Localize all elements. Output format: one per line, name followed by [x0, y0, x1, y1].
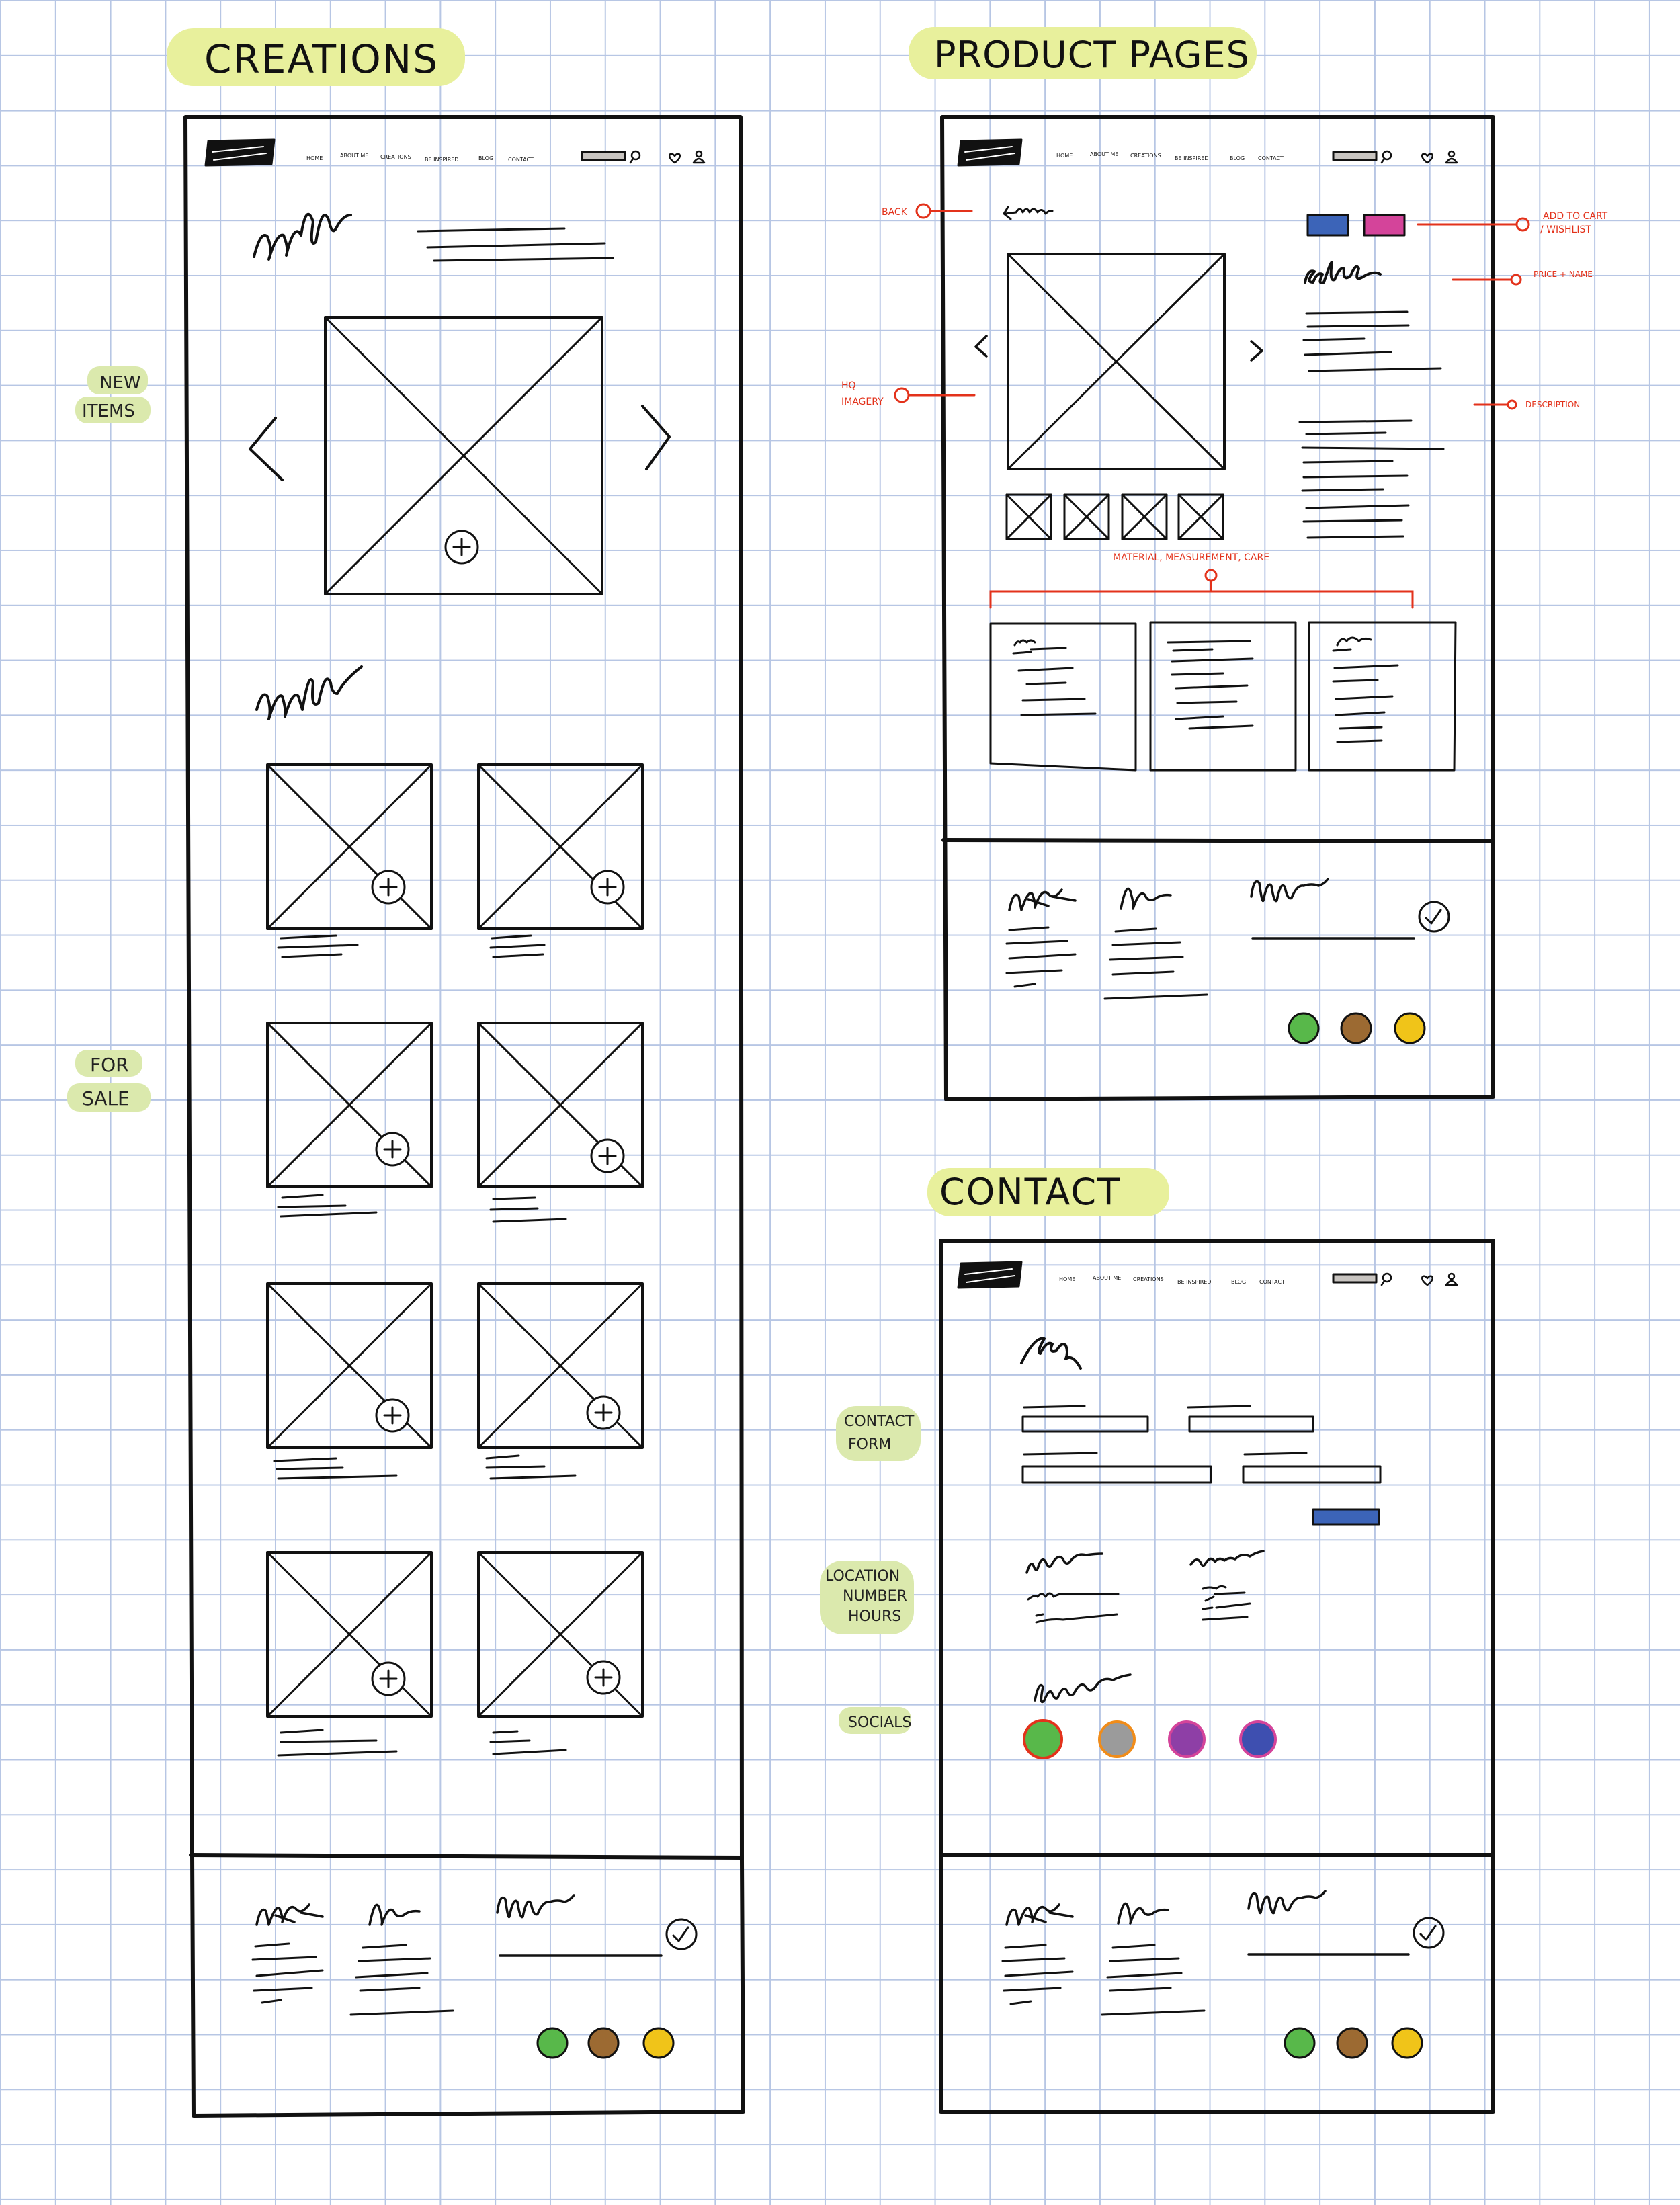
annotation-price-name [1453, 269, 1593, 284]
product-card[interactable] [478, 1552, 642, 1754]
site-logo [958, 140, 1021, 165]
search-icon[interactable] [630, 151, 640, 163]
nav-blog[interactable]: BLOG [1231, 1279, 1247, 1285]
product-card[interactable] [267, 765, 431, 957]
svg-text:SALE: SALE [82, 1087, 130, 1110]
svg-text:LOCATION: LOCATION [825, 1568, 900, 1585]
submit-button[interactable] [1313, 1509, 1379, 1524]
social-circle-yellow[interactable] [1392, 2028, 1422, 2058]
svg-text:CONTACT: CONTACT [939, 1171, 1122, 1213]
svg-text:FORM: FORM [848, 1436, 892, 1453]
search-icon[interactable] [1382, 1274, 1391, 1285]
nav-be-inspired[interactable]: BE INSPIRED [1175, 155, 1209, 161]
svg-text:PRICE + NAME: PRICE + NAME [1534, 269, 1593, 279]
social-circle-green[interactable] [538, 2028, 567, 2058]
product-pages-title [909, 27, 1257, 79]
user-icon[interactable] [1446, 1274, 1457, 1285]
svg-text:FOR: FOR [90, 1054, 129, 1076]
svg-text:HQ: HQ [841, 380, 856, 391]
chevron-right-icon[interactable] [1251, 341, 1262, 360]
contact-form [1023, 1406, 1380, 1524]
svg-text:BACK: BACK [882, 207, 907, 218]
annotation-hq-imagery [841, 380, 974, 407]
product-description-lines [1300, 312, 1443, 538]
chevron-left-icon[interactable] [250, 418, 282, 480]
thumbnail[interactable] [1064, 495, 1109, 539]
site-footer [253, 1895, 696, 2058]
details-panel-care [1309, 622, 1456, 770]
nav-creations[interactable]: CREATIONS [1130, 153, 1161, 159]
svg-text:IMAGERY: IMAGERY [841, 397, 884, 407]
creations-wireframe [185, 117, 743, 2116]
social-circle-blue[interactable] [1241, 1722, 1275, 1757]
nav-be-inspired[interactable]: BE INSPIRED [1177, 1279, 1212, 1285]
nav-contact[interactable]: CONTACT [508, 157, 534, 163]
social-circle-brown[interactable] [1341, 1013, 1371, 1043]
product-page-wireframe [942, 117, 1493, 1099]
featured-carousel [250, 317, 669, 594]
user-icon[interactable] [1446, 151, 1457, 163]
nav-about[interactable]: ABOUT ME [340, 153, 369, 159]
product-name-scribble [1305, 262, 1380, 283]
svg-text:ITEMS: ITEMS [82, 401, 135, 421]
search-bar[interactable] [582, 152, 625, 160]
location-number-hours-label [820, 1561, 914, 1634]
contact-form-label [836, 1406, 921, 1461]
new-items-label [75, 366, 151, 423]
thumbnail[interactable] [1122, 495, 1167, 539]
svg-text:CREATIONS: CREATIONS [204, 36, 439, 82]
annotation-details [991, 552, 1413, 608]
svg-text:HOURS: HOURS [848, 1608, 902, 1625]
svg-text:/ WISHLIST: / WISHLIST [1540, 224, 1591, 235]
subject-field[interactable] [1023, 1466, 1211, 1483]
add-to-cart-button[interactable] [1308, 215, 1348, 235]
product-card[interactable] [478, 1284, 642, 1479]
social-circle-brown[interactable] [1337, 2028, 1367, 2058]
social-circle-yellow[interactable] [644, 2028, 673, 2058]
socials-label [839, 1707, 911, 1734]
message-field[interactable] [1243, 1466, 1380, 1483]
social-circle-brown[interactable] [589, 2028, 618, 2058]
nav-about[interactable]: ABOUT ME [1090, 151, 1119, 157]
nav-blog[interactable]: BLOG [1230, 155, 1245, 161]
svg-text:NEW: NEW [99, 373, 141, 393]
new-items-text-lines [418, 228, 613, 261]
check-icon[interactable] [1419, 902, 1449, 931]
social-circle-green[interactable] [1024, 1720, 1062, 1758]
nav-contact[interactable]: CONTACT [1258, 155, 1284, 161]
nav-home[interactable]: HOME [1056, 153, 1073, 159]
search-icon[interactable] [1382, 151, 1391, 163]
svg-text:DESCRIPTION: DESCRIPTION [1525, 400, 1581, 409]
product-card[interactable] [267, 1284, 431, 1479]
site-footer [1007, 879, 1449, 1043]
plus-icon[interactable] [446, 531, 478, 563]
nav-creations[interactable]: CREATIONS [1133, 1276, 1164, 1282]
site-logo [958, 1262, 1021, 1288]
back-link[interactable] [1004, 207, 1052, 219]
svg-text:SOCIALS: SOCIALS [848, 1714, 912, 1731]
new-items-heading-scribble [254, 214, 351, 259]
annotation-add-to-cart [1418, 211, 1608, 235]
main-product-image [1008, 254, 1224, 469]
contact-heading-scribble [1021, 1339, 1081, 1368]
contact-title [927, 1168, 1169, 1216]
site-footer [1003, 1891, 1443, 2058]
product-card[interactable] [478, 765, 642, 957]
svg-text:MATERIAL, MEASUREMENT, CARE: MATERIAL, MEASUREMENT, CARE [1113, 552, 1270, 563]
svg-text:CONTACT: CONTACT [844, 1413, 915, 1430]
product-grid [267, 765, 642, 1755]
check-icon[interactable] [667, 1919, 696, 1949]
annotation-back [882, 204, 972, 218]
details-panel-measurement [1150, 622, 1296, 770]
name-field[interactable] [1023, 1417, 1148, 1431]
nav-about[interactable]: ABOUT ME [1093, 1275, 1122, 1281]
chevron-left-icon[interactable] [976, 336, 986, 356]
nav-home[interactable]: HOME [1059, 1276, 1076, 1282]
site-header [958, 1262, 1457, 1288]
nav-blog[interactable]: BLOG [478, 155, 494, 161]
social-circle-green[interactable] [1289, 1013, 1318, 1043]
social-circle-purple[interactable] [1169, 1722, 1204, 1757]
thumbnail-strip [1007, 495, 1223, 539]
site-header [958, 140, 1457, 165]
check-icon[interactable] [1414, 1918, 1443, 1948]
search-bar[interactable] [1333, 152, 1376, 160]
details-panels [991, 622, 1456, 770]
heart-icon[interactable] [1422, 154, 1433, 163]
site-logo [206, 140, 274, 165]
search-bar[interactable] [1333, 1274, 1376, 1282]
social-circle-gray[interactable] [1099, 1722, 1134, 1757]
for-sale-label [67, 1050, 151, 1112]
location-info [1027, 1551, 1263, 1622]
email-field[interactable] [1189, 1417, 1313, 1431]
for-sale-heading-scribble [257, 667, 362, 719]
user-icon[interactable] [694, 151, 704, 163]
social-circle-yellow[interactable] [1395, 1013, 1425, 1043]
nav-menu [1059, 1275, 1285, 1285]
thumbnail[interactable] [1007, 495, 1051, 539]
wishlist-button[interactable] [1364, 215, 1404, 235]
svg-text:PRODUCT PAGES: PRODUCT PAGES [934, 34, 1250, 76]
product-card[interactable] [267, 1552, 431, 1755]
socials-section [1024, 1675, 1275, 1758]
heart-icon[interactable] [669, 154, 680, 163]
creations-title [167, 28, 465, 86]
svg-text:NUMBER: NUMBER [843, 1588, 907, 1605]
details-panel-material [991, 624, 1136, 770]
social-circle-green[interactable] [1285, 2028, 1314, 2058]
svg-text:ADD TO CART: ADD TO CART [1543, 211, 1608, 222]
annotation-description [1474, 400, 1580, 409]
contact-page-wireframe [941, 1241, 1493, 2112]
chevron-right-icon[interactable] [642, 406, 669, 469]
site-header [206, 140, 704, 165]
heart-icon[interactable] [1422, 1276, 1433, 1285]
nav-home[interactable]: HOME [306, 155, 323, 161]
nav-menu [1056, 151, 1284, 161]
nav-contact[interactable]: CONTACT [1259, 1279, 1285, 1285]
nav-menu [306, 153, 534, 163]
nav-be-inspired[interactable]: BE INSPIRED [425, 157, 459, 163]
thumbnail[interactable] [1179, 495, 1223, 539]
product-card[interactable] [478, 1023, 642, 1222]
nav-creations[interactable]: CREATIONS [380, 154, 411, 160]
product-card[interactable] [267, 1023, 431, 1216]
